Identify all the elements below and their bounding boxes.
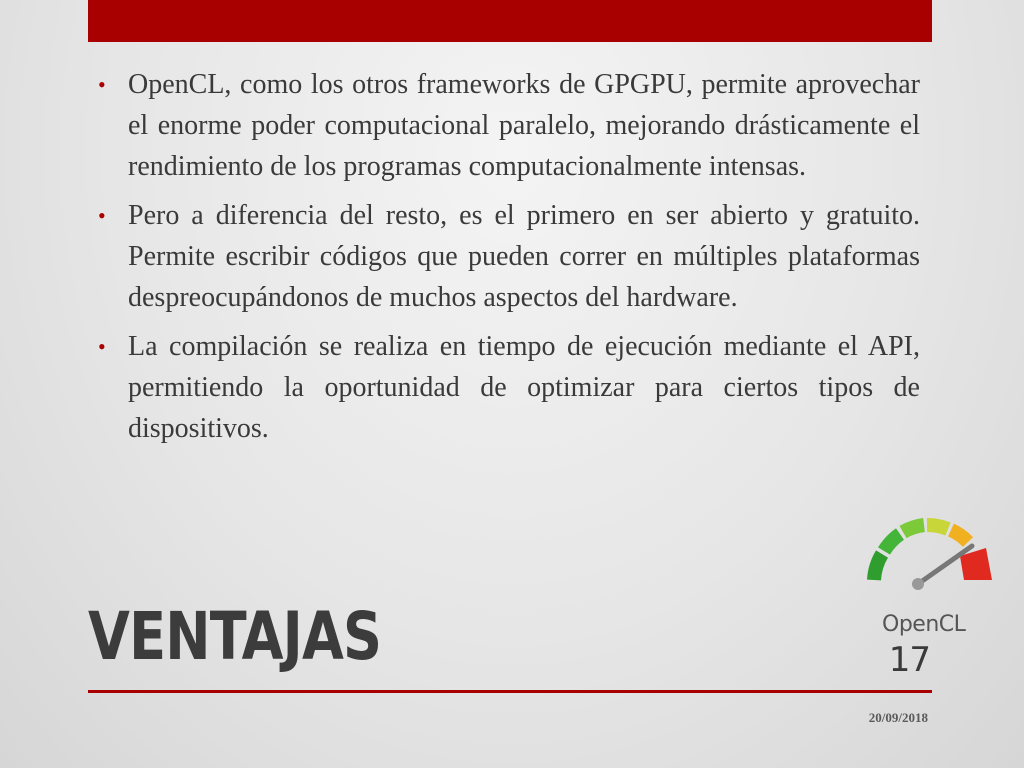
bullet-item (98, 326, 920, 449)
bullet-dot-icon: • (98, 334, 106, 359)
logo-text: OpenCL (882, 612, 966, 637)
bullet-text: La compilación se realiza en tiempo de ejecución mediante el API, permitiendo la oportunidad de optimizar para ciertos tipos de dispositivos. (128, 331, 920, 444)
bullet-text: Pero a diferencia del resto, es el primero en ser abierto y gratuito. Permite escribir códigos que pueden correr en múltiples plataformas despreocupándonos de muchos aspectos del hardware. (128, 200, 920, 313)
bullet-dot-icon: • (98, 72, 106, 97)
bullet-item (98, 64, 920, 187)
speedometer-gauge-icon (860, 518, 996, 618)
bullet-dot-icon: • (98, 203, 106, 228)
slide-title: VENTAJAS (88, 598, 382, 675)
bullet-item (98, 195, 920, 318)
page-number: 17 (888, 640, 930, 680)
bullet-list (98, 64, 920, 457)
bullet-text: OpenCL, como los otros frameworks de GPGPU, permite aprovechar el enorme poder computacional paralelo, mejorando drásticamente el rendimiento de los programas computacionalmente intensas. (128, 69, 920, 182)
bottom-divider (88, 690, 932, 693)
top-accent-bar (88, 0, 932, 42)
slide-date: 20/09/2018 (868, 710, 928, 725)
